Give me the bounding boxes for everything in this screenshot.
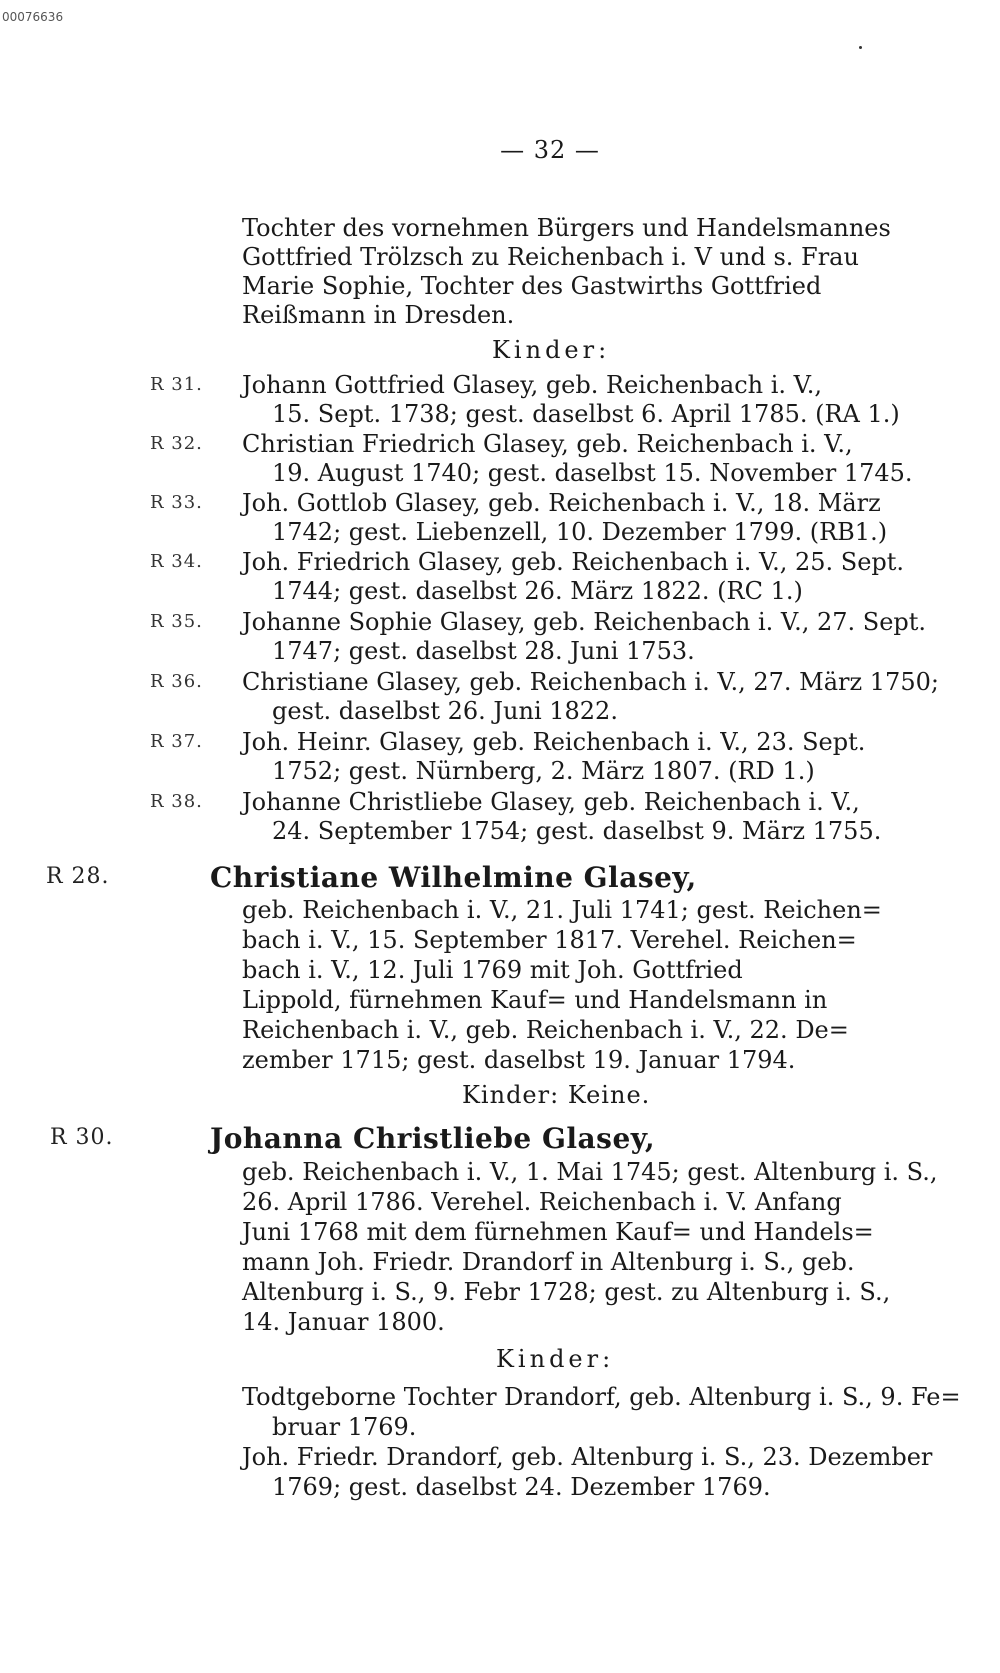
- child-line: Joh. Friedr. Drandorf, geb. Altenburg i. S., 23. Dezember: [242, 1443, 933, 1471]
- child-line: 24. September 1754; gest. daselbst 9. März 1755.: [272, 817, 882, 845]
- kinder-none: Kinder: Keine.: [462, 1081, 651, 1109]
- child-line: Joh. Friedrich Glasey, geb. Reichenbach i. V., 25. Sept.: [242, 548, 905, 576]
- entry-line: zember 1715; gest. daselbst 19. Januar 1794.: [242, 1046, 796, 1074]
- intro-line: Marie Sophie, Tochter des Gastwirths Gottfried: [242, 272, 822, 300]
- child-ref: R 35.: [150, 611, 203, 632]
- child-line: Christiane Glasey, geb. Reichenbach i. V., 27. März 1750;: [242, 668, 939, 696]
- scan-id: 00076636: [2, 10, 64, 24]
- child-line: bruar 1769.: [272, 1413, 417, 1441]
- child-line: 1742; gest. Liebenzell, 10. Dezember 1799. (RB1.): [272, 518, 888, 546]
- page-number: — 32 —: [500, 136, 600, 164]
- child-line: 15. Sept. 1738; gest. daselbst 6. April 1785. (RA 1.): [272, 400, 900, 428]
- entry-name: Christiane Wilhelmine Glasey,: [210, 861, 697, 894]
- child-line: 1769; gest. daselbst 24. Dezember 1769.: [272, 1473, 771, 1501]
- intro-line: Gottfried Trölzsch zu Reichenbach i. V und s. Frau: [242, 243, 859, 271]
- child-line: Todtgeborne Tochter Drandorf, geb. Altenburg i. S., 9. Fe=: [242, 1383, 961, 1411]
- child-line: Joh. Gottlob Glasey, geb. Reichenbach i. V., 18. März: [242, 489, 881, 517]
- entry-line: geb. Reichenbach i. V., 1. Mai 1745; gest. Altenburg i. S.,: [242, 1158, 938, 1186]
- entry-ref: R 28.: [46, 864, 110, 889]
- child-line: Joh. Heinr. Glasey, geb. Reichenbach i. V., 23. Sept.: [242, 728, 866, 756]
- entry-line: 14. Januar 1800.: [242, 1308, 445, 1336]
- child-ref: R 38.: [150, 791, 203, 812]
- child-ref: R 36.: [150, 671, 203, 692]
- intro-line: Reißmann in Dresden.: [242, 301, 515, 329]
- entry-ref: R 30.: [50, 1125, 114, 1150]
- child-line: Johanne Sophie Glasey, geb. Reichenbach i. V., 27. Sept.: [242, 608, 927, 636]
- kinder-heading: Kinder:: [496, 1345, 615, 1373]
- child-line: 1747; gest. daselbst 28. Juni 1753.: [272, 637, 695, 665]
- entry-line: 26. April 1786. Verehel. Reichenbach i. V. Anfang: [242, 1188, 842, 1216]
- child-line: Johanne Christliebe Glasey, geb. Reichenbach i. V.,: [242, 788, 860, 816]
- child-ref: R 31.: [150, 374, 203, 395]
- child-ref: R 34.: [150, 551, 203, 572]
- child-line: 1744; gest. daselbst 26. März 1822. (RC 1.): [272, 577, 803, 605]
- entry-line: mann Joh. Friedr. Drandorf in Altenburg i. S., geb.: [242, 1248, 855, 1276]
- child-line: Christian Friedrich Glasey, geb. Reichenbach i. V.,: [242, 430, 853, 458]
- entry-line: Altenburg i. S., 9. Febr 1728; gest. zu Altenburg i. S.,: [242, 1278, 891, 1306]
- child-line: gest. daselbst 26. Juni 1822.: [272, 697, 618, 725]
- child-line: Johann Gottfried Glasey, geb. Reichenbach i. V.,: [242, 371, 823, 399]
- entry-line: Reichenbach i. V., geb. Reichenbach i. V., 22. De=: [242, 1016, 849, 1044]
- kinder-heading: Kinder:: [492, 336, 611, 364]
- entry-line: Lippold, fürnehmen Kauf= und Handelsmann in: [242, 986, 828, 1014]
- entry-line: geb. Reichenbach i. V., 21. Juli 1741; gest. Reichen=: [242, 896, 882, 924]
- speck: [859, 46, 862, 49]
- intro-line: Tochter des vornehmen Bürgers und Handelsmannes: [242, 214, 891, 242]
- entry-line: bach i. V., 15. September 1817. Verehel. Reichen=: [242, 926, 857, 954]
- child-ref: R 37.: [150, 731, 203, 752]
- entry-line: Juni 1768 mit dem fürnehmen Kauf= und Handels=: [242, 1218, 874, 1246]
- entry-line: bach i. V., 12. Juli 1769 mit Joh. Gottfried: [242, 956, 743, 984]
- entry-name: Johanna Christliebe Glasey,: [210, 1122, 656, 1155]
- child-ref: R 33.: [150, 492, 203, 513]
- child-ref: R 32.: [150, 433, 203, 454]
- child-line: 1752; gest. Nürnberg, 2. März 1807. (RD 1.): [272, 757, 815, 785]
- child-line: 19. August 1740; gest. daselbst 15. November 1745.: [272, 459, 913, 487]
